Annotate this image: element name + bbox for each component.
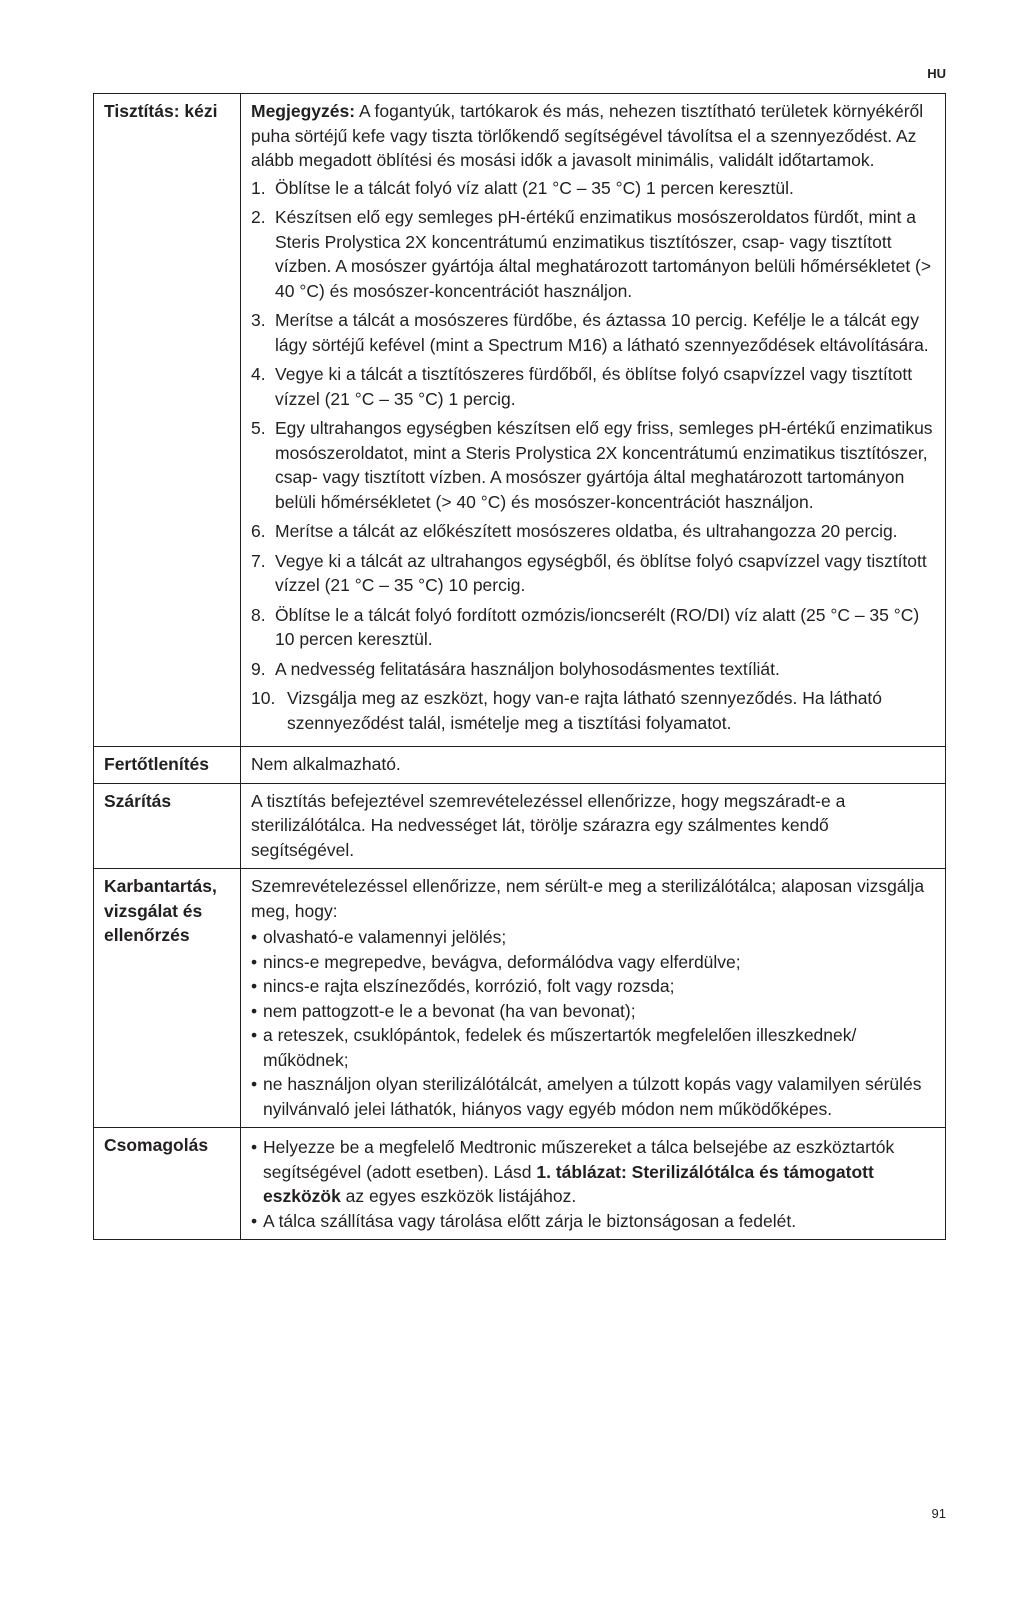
step-item [251,519,933,544]
step-item [251,416,933,514]
step-text: Öblítse le a tálcát folyó fordított ozmózis/ioncserélt (RO/DI) víz alatt (25 °C – 35 °C) 10 percen keresztül. [275,604,920,649]
list-item [251,974,933,999]
packaging-bullet-list [251,1135,933,1233]
row-intro: Szemrevételezéssel ellenőrizze, nem sérült-e meg a sterilizálótálca; alaposan vizsgálja meg, hogy: [251,876,925,921]
bullet-text: ne használjon olyan sterilizálótálcát, amelyen a túlzott kopás vagy valamilyen sérülés nyilvánvaló jelei láthatók, hiányos vagy egyéb módon nem működőképes. [263,1074,922,1119]
bullet-marker: • [251,1000,258,1021]
list-item [251,950,933,975]
row-content [241,869,946,1128]
step-text: Egy ultrahangos egységben készítsen elő egy friss, semleges pH-értékű enzimatikus mosószeroldatot, mint a Steris Prolystica 2X koncentrátumú enzimatikus tisztítószer, csap- vagy tisztított vízben. A mosószer gyártója által meghatározott tartományon belüli hőmérsékletet (> 40 °C) és mosószer-koncentrációt használjon. [275,418,933,512]
step-item [251,549,933,598]
step-number: 3. [251,310,266,330]
step-text: Vizsgálja meg az eszközt, hogy van-e rajta látható szennyeződés. Ha látható szennyeződést talál, ismételje meg a tisztítási folyamatot. [287,688,883,733]
step-item [251,176,933,201]
step-text: Öblítse le a tálcát folyó víz alatt (21 °C – 35 °C) 1 percen keresztül. [275,177,794,198]
row-label: Csomagolás [94,1128,241,1240]
step-item [251,603,933,652]
step-number: 4. [251,364,266,384]
cleaning-steps-list [251,176,933,736]
step-number: 2. [251,207,266,227]
step-item [251,205,933,303]
language-tag: HU [927,66,946,81]
row-text: A tisztítás befejeztével szemrevételezéssel ellenőrizze, hogy megszáradt-e a sterilizálótálca. Ha nedvességet lát, törölje szárazra egy szálmentes kendő segítségével. [251,790,846,860]
row-label: Tisztítás: kézi [94,94,241,747]
table-reference: 1. táblázat: Sterilizálótálca és támogatott eszközök [263,1161,874,1206]
step-number: 7. [251,550,266,571]
note-text: A fogantyúk, tartókarok és más, nehezen tisztítható területek környékéről puha sörtéjű kefe vagy tiszta törlőkendő segítségével távolítsa el a szennyeződést. Az alább megadott öblítési és mosási idők a javasolt minimális, validált időtartamok. [251,101,924,170]
step-text: Vegye ki a tálcát az ultrahangos egységből, és öblítse folyó csapvízzel vagy tisztított vízzel (21 °C – 35 °C) 10 percig. [275,550,927,595]
page-number: 91 [931,1506,946,1521]
note-label: Megjegyzés: [251,101,356,121]
step-number: 10. [251,688,276,708]
row-content [241,783,946,869]
bullet-text: olvasható-e valamennyi jelölés; [263,927,507,947]
step-item [251,657,933,682]
step-number: 6. [251,521,266,541]
list-item [251,1209,933,1234]
bullet-text: nincs-e rajta elszíneződés, korrózió, folt vagy rozsda; [263,976,675,996]
list-item [251,1135,933,1209]
bullet-marker: • [251,927,258,947]
table-row-drying [94,783,946,869]
inspection-bullet-list [251,925,933,1121]
bullet-text [263,1135,933,1209]
list-item [251,999,933,1024]
row-content [241,94,946,747]
bullet-marker: • [251,1025,258,1045]
bullet-text-part: az egyes eszközök listájához. [340,1186,577,1206]
table-row-packaging [94,1128,946,1240]
row-label: Fertőtlenítés [94,747,241,784]
step-text: Merítse a tálcát az előkészített mosószeres oldatba, és ultrahangozza 20 percig. [275,521,898,541]
row-content [241,1128,946,1240]
list-item [251,925,933,950]
note-paragraph [251,99,933,173]
step-item [251,308,933,357]
step-text: Készítsen elő egy semleges pH-értékű enzimatikus mosószeroldatos fürdőt, mint a Steris Prolystica 2X koncentrátumú enzimatikus tisztítószer, csap- vagy tisztított vízben. A mosószer gyártója által meghatározott tartományon belüli hőmérsékletet (> 40 °C) és mosószer-koncentrációt használjon. [275,207,932,301]
bullet-text-part: Helyezze be a megfelelő Medtronic műszereket a tálca belsejébe az eszköztartók segítségével (adott esetben). Lásd [263,1137,895,1182]
step-number: 8. [251,604,266,625]
row-content [241,747,946,784]
table-row-cleaning-manual [94,94,946,747]
bullet-text: nem pattogzott-e le a bevonat (ha van bevonat); [263,1000,636,1021]
step-number: 9. [251,658,266,679]
row-text: Nem alkalmazható. [251,754,401,774]
list-item [251,1023,933,1072]
row-label: Karbantartás, vizsgálat és ellenőrzés [94,869,241,1128]
step-item [251,362,933,411]
step-text: Merítse a tálcát a mosószeres fürdőbe, és áztassa 10 percig. Kefélje le a tálcát egy lágy sörtéjű kefével (mint a Spectrum M16) a látható szennyeződések eltávolítására. [275,310,929,355]
bullet-text: A tálca szállítása vagy tárolása előtt zárja le biztonságosan a fedelét. [263,1210,797,1231]
bullet-text: nincs-e megrepedve, bevágva, deformálódva vagy elferdülve; [263,951,741,972]
step-number: 1. [251,177,266,198]
bullet-marker: • [251,1137,258,1157]
bullet-marker: • [251,951,258,972]
bullet-marker: • [251,976,258,996]
bullet-marker: • [251,1074,258,1094]
row-label: Szárítás [94,783,241,869]
bullet-marker: • [251,1210,258,1231]
step-number: 5. [251,418,266,438]
step-item [251,686,933,735]
list-item [251,1072,933,1121]
bullet-text: a reteszek, csuklópántok, fedelek és műszertartók megfelelően illeszkednek/ működnek; [263,1025,857,1070]
reprocessing-table [93,93,946,1240]
step-text: A nedvesség felitatására használjon bolyhosodásmentes textíliát. [275,658,780,679]
step-text: Vegye ki a tálcát a tisztítószeres fürdőből, és öblítse folyó csapvízzel vagy tisztított vízzel (21 °C – 35 °C) 1 percig. [275,364,913,409]
table-row-disinfection [94,747,946,784]
table-row-maintenance [94,869,946,1128]
